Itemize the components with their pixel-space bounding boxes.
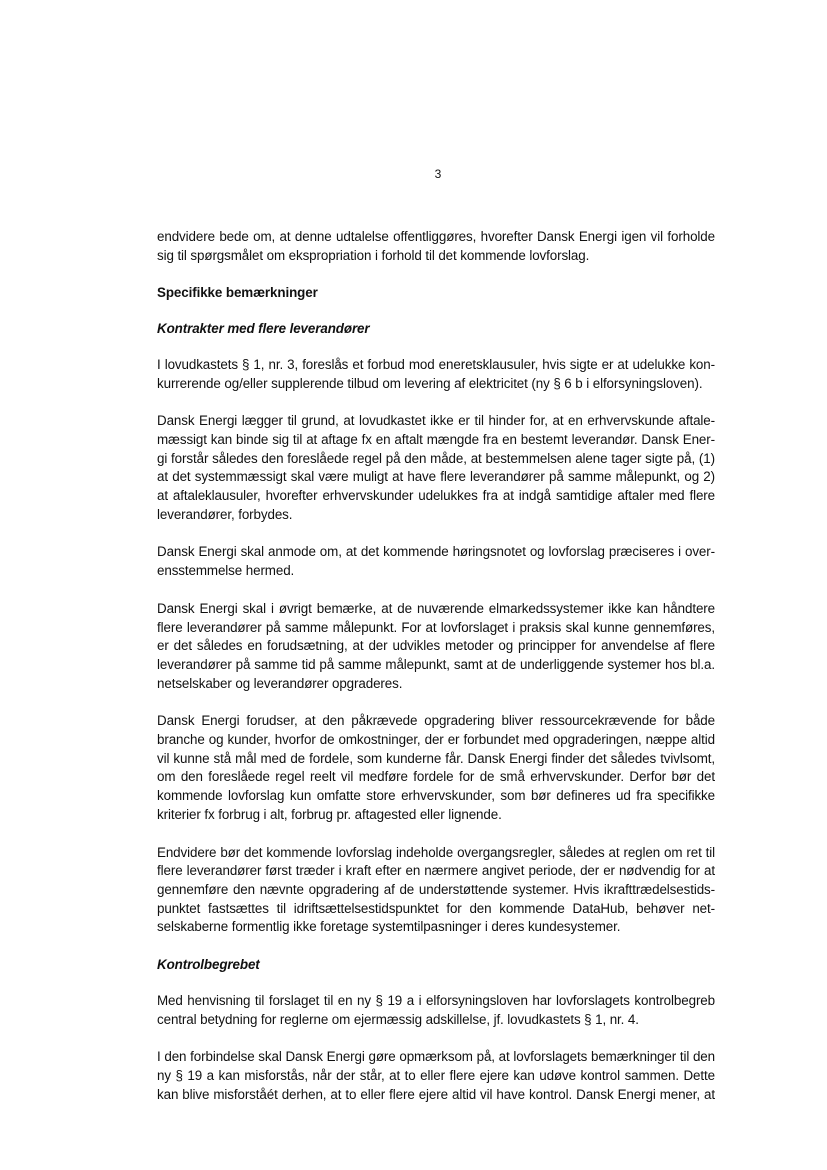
text-line: leverandører på samme tid på samme målepunkt, samt at de underliggende systemer hos bl.a. [157,656,715,672]
paragraph-6 [157,844,715,938]
text-line: ny § 19 a kan misforstås, når der står, at to eller flere ejere kan udøve kontrol sammen. Dette [157,1067,715,1083]
text-line: flere leverandører på samme målepunkt. For at lovforslaget i praksis skal kunne gennemføres, [157,619,715,635]
page-number: 3 [434,167,442,181]
text-line: endvidere bede om, at denne udtalelse offentliggøres, hvorefter Dansk Energi igen vil forholde [157,229,715,244]
paragraph-1 [157,356,715,393]
text-line: Dansk Energi skal anmode om, at det kommende høringsnotet og lovforslag præciseres i over- [157,544,715,560]
section-heading-specific: Specifikke bemærkninger [157,285,318,301]
document-body [157,228,715,1123]
text-line: kriterier fx forbrug i alt, forbrug pr. aftagested eller lignende. [157,806,502,822]
text-line: er det således en forudsætning, at der udvikles metoder og principper for anvendelse af flere [157,638,715,654]
text-line: central betydning for reglerne om ejermæssig adskillelse, jf. lovudkastets § 1, nr. 4. [157,1011,639,1027]
text-line: vil kunne stå mål med de fordele, som kunderne får. Dansk Energi finder det således tvivlsomt, [157,750,715,766]
paragraph-7 [157,992,715,1029]
text-line: om den foreslåede regel reelt vil medføre fordele for de små erhvervskunder. Derfor bør det [157,769,715,785]
text-line: Dansk Energi lægger til grund, at lovudkastet ikke er til hinder for, at en erhvervskunde aftale- [157,413,715,429]
text-line: at aftaleklausuler, hvorefter erhvervskunder udelukkes fra at indgå samtidige aftaler med flere [157,488,715,504]
intro-paragraph [157,228,715,265]
text-line: I lovudkastets § 1, nr. 3, foreslås et forbud mod eneretsklausuler, hvis sigte er at udelukke kon- [157,356,715,372]
text-line: leverandører, forbydes. [157,506,293,522]
text-line: flere leverandører først træder i kraft efter en nærmere angivet periode, der er nødvendig for at [157,863,715,879]
subheading-control: Kontrolbegrebet [157,957,260,973]
paragraph-3 [157,543,715,580]
text-line: gi forstår således den foreslåede regel på den måde, at bestemmelsen alene tager sigte på, (1) [157,450,715,466]
text-line: punktet fastsættes til idriftsættelsestidspunktet for den kommende DataHub, behøver net- [157,900,715,916]
text-line: netselskaber og leverandører opgraderes. [157,675,403,691]
text-line: Med henvisning til forslaget til en ny § 19 a i elforsyningsloven har lovforslagets kontrolbegreb [157,992,715,1008]
text-line: kan blive misforståét derhen, at to eller flere ejere altid vil have kontrol. Dansk Energi mener, at [157,1086,715,1102]
text-line: at det systemmæssigt skal være muligt at have flere leverandører på samme målepunkt, og 2) [157,469,715,485]
paragraph-4 [157,600,715,694]
text-line: kommende lovforslag kun omfatte store erhvervskunder, som bør defineres ud fra specifikke [157,788,715,804]
text-line: gennemføre den nævnte opgradering af de understøttende systemer. Hvis ikrafttrædelsestids- [157,881,715,897]
paragraph-2 [157,412,715,524]
text-line: kurrerende og/eller supplerende tilbud om levering af elektricitet (ny § 6 b i elforsyningsloven). [157,375,703,391]
paragraph-5 [157,712,715,824]
text-line: branche og kunder, hvorfor de omkostninger, der er forbundet med opgraderingen, næppe altid [157,732,715,748]
text-line: Dansk Energi forudser, at den påkrævede opgradering bliver ressourcekrævende for både [157,713,715,729]
text-line: Endvidere bør det kommende lovforslag indeholde overgangsregler, således at reglen om ret til [157,844,715,860]
paragraph-8 [157,1048,715,1104]
text-line: I den forbindelse skal Dansk Energi gøre opmærksom på, at lovforslagets bemærkninger til den [157,1049,715,1065]
text-line: ensstemmelse hermed. [157,563,295,579]
subheading-contracts: Kontrakter med flere leverandører [157,321,370,337]
text-line: sig til spørgsmålet om ekspropriation i forhold til det kommende lovforslag. [157,247,590,263]
text-line: selskaberne formentlig ikke foretage systemtilpasninger i deres kundesystemer. [157,919,621,935]
text-line: Dansk Energi skal i øvrigt bemærke, at de nuværende elmarkedssystemer ikke kan håndtere [157,600,715,616]
text-line: mæssigt kan binde sig til at aftage fx en aftalt mængde fra en bestemt leverandør. Dansk Ener- [157,431,715,447]
